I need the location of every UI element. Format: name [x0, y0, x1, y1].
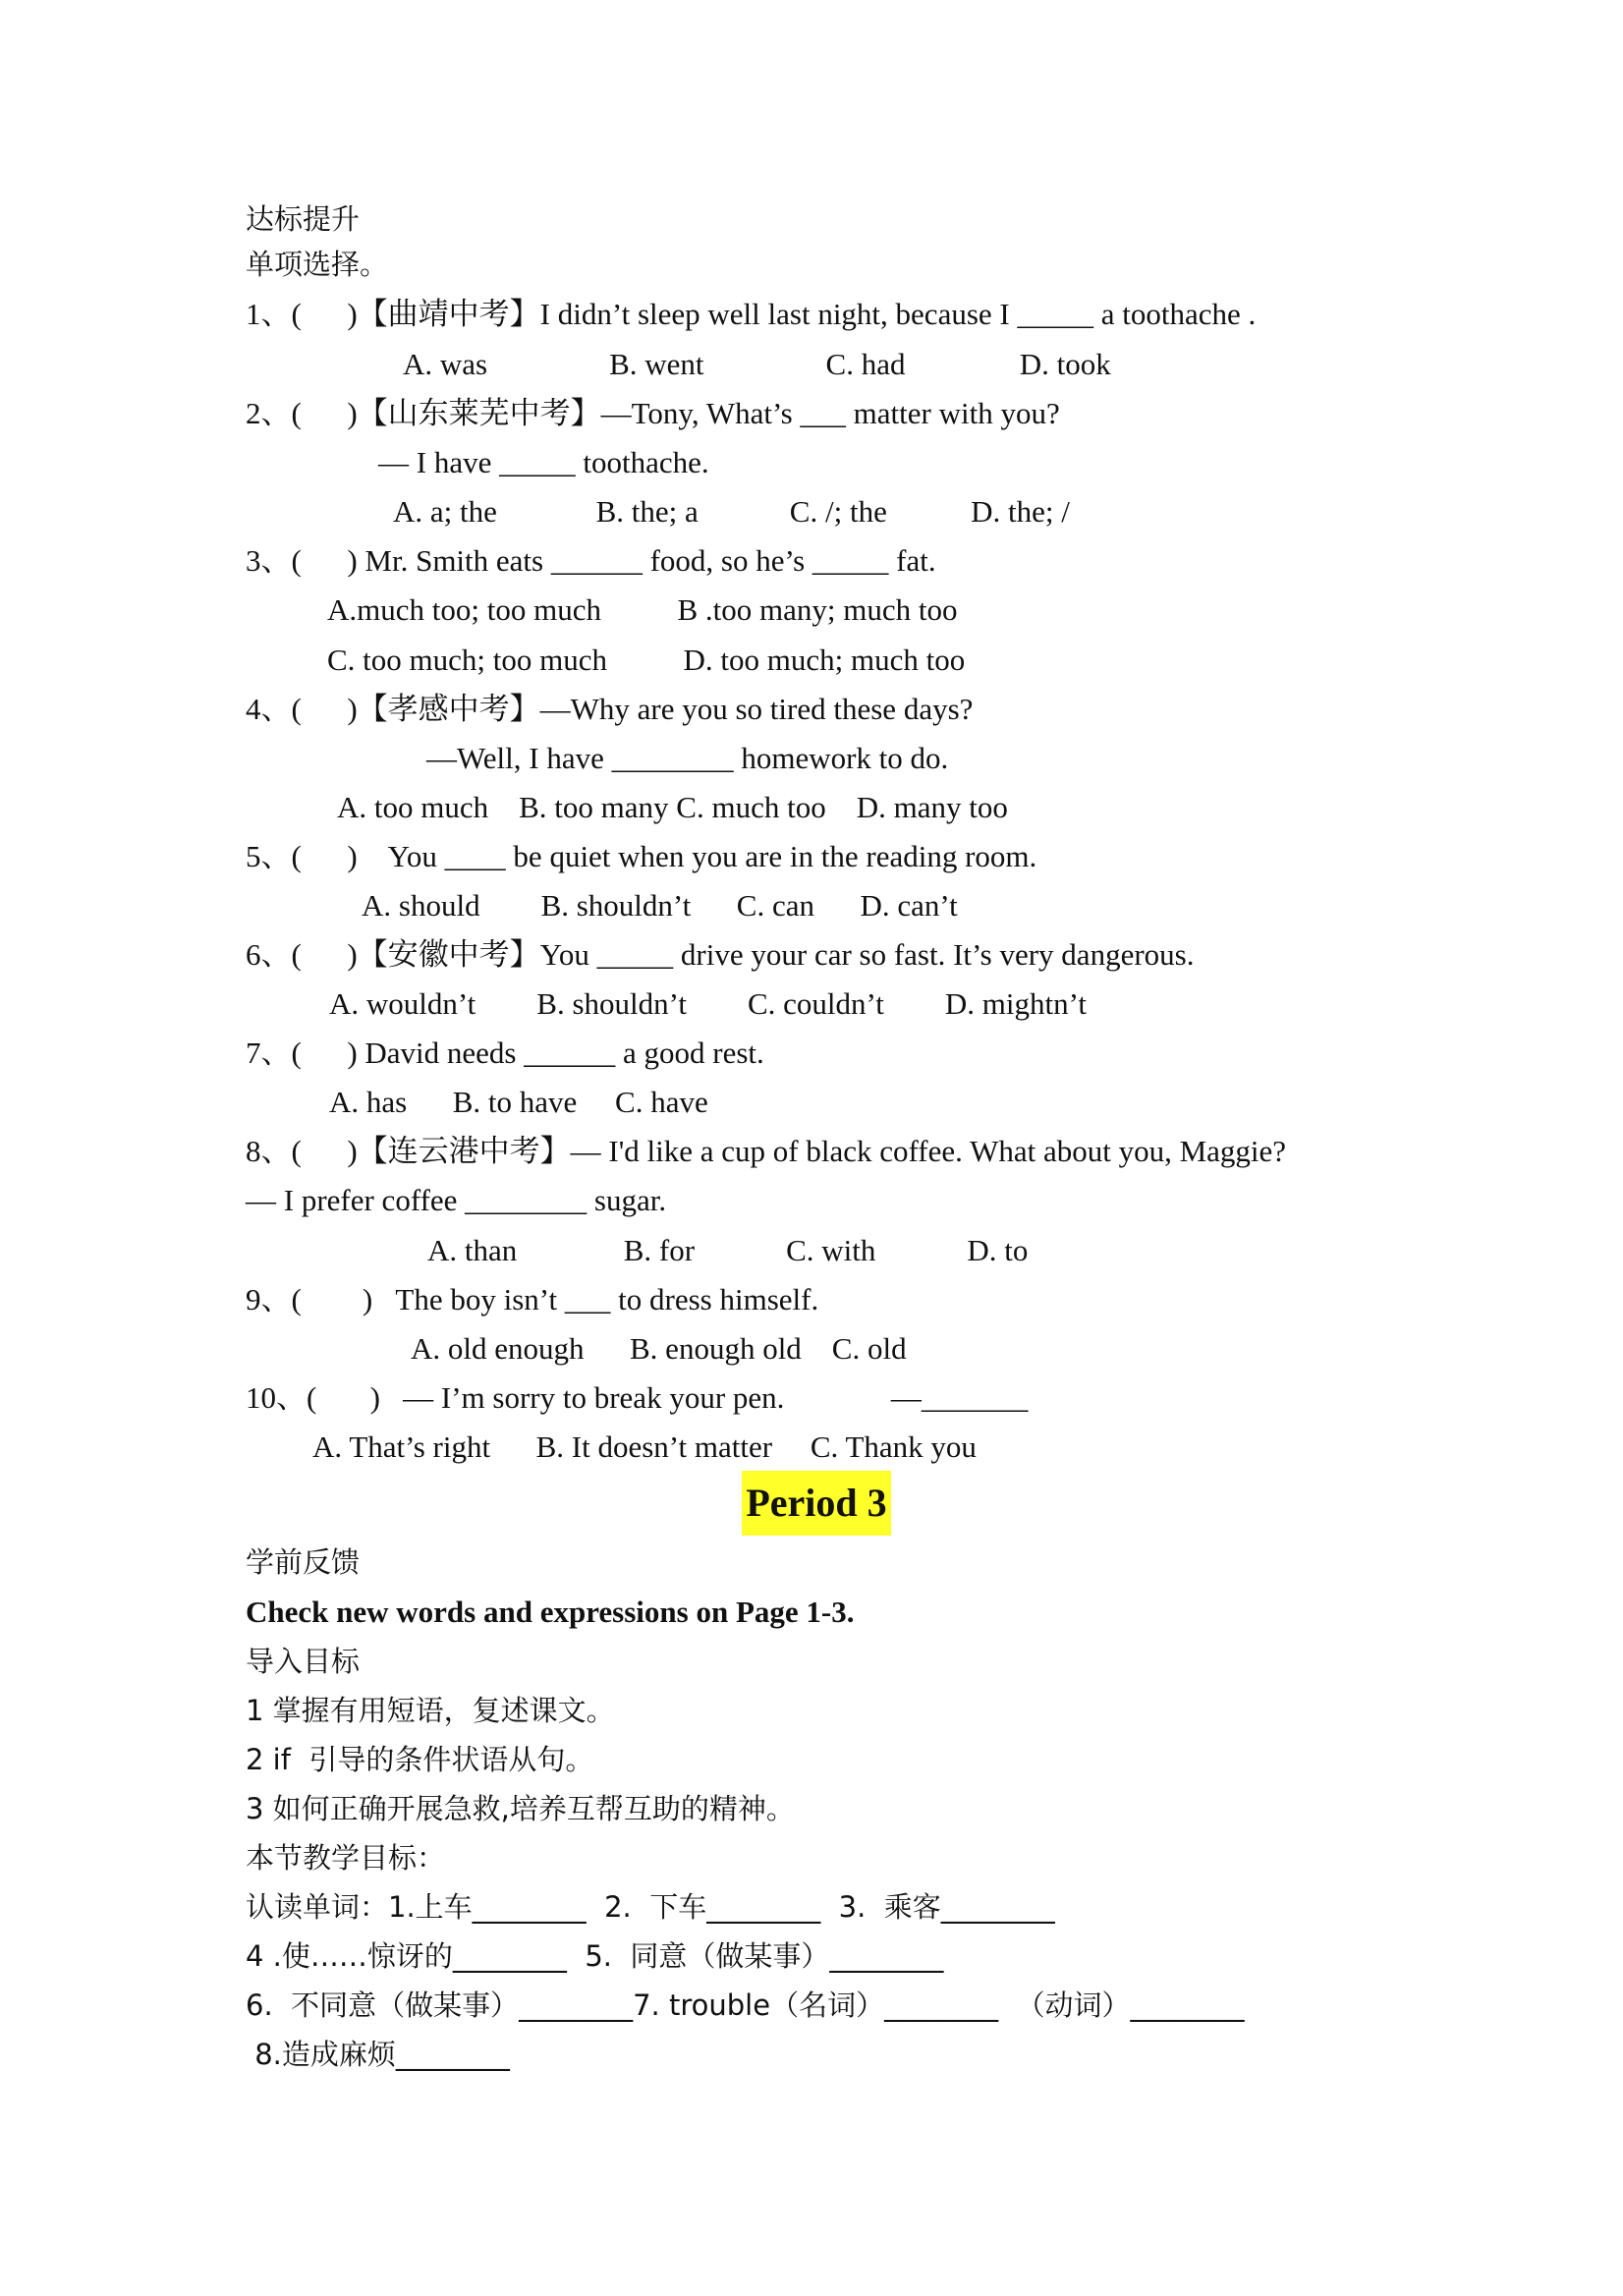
feedback-title: 学前反馈 [246, 1545, 361, 1579]
aims-title: 本节教学目标： [246, 1841, 446, 1875]
options-line: A. That’s right B. It doesn’t matter C. Thank you [312, 1429, 977, 1464]
options-line: A. a; the B. the; a C. /; the D. the; / [393, 494, 1070, 529]
options-line: A. wouldn’t B. shouldn’t C. couldn’t D. mightn’t [329, 986, 1088, 1021]
goal-item: 3 如何正确开展急救,培养互帮互助的精神。 [246, 1792, 795, 1825]
vocab-line: 6. 不同意（做某事）________7. trouble（名词）________ （动词）________ [246, 1988, 1245, 2022]
options-line: A. was B. went C. had D. took [403, 347, 1111, 381]
options-line: A. should B. shouldn’t C. can D. can’t [362, 888, 958, 923]
question-line: 3、( ) Mr. Smith eats ______ food, so he’s _____ fat. [246, 543, 936, 578]
question-line: —Well, I have ________ homework to do. [426, 741, 949, 775]
question-line: 5、( ) You ____ be quiet when you are in the reading room. [246, 839, 1037, 873]
options-line: A. has B. to have C. have [329, 1085, 708, 1119]
question-line: 1、( )【曲靖中考】I didn’t sleep well last night, because I _____ a toothache . [246, 297, 1257, 331]
section-subtitle: 单项选择。 [246, 248, 389, 281]
question-line: 10、( ) — I’m sorry to break your pen. —_______ [246, 1380, 1029, 1415]
vocab-line: 8.造成麻烦________ [246, 2038, 510, 2071]
options-line: A. than B. for C. with D. to [427, 1233, 1029, 1267]
options-line: C. too much; too much D. too much; much too [327, 643, 966, 677]
goal-item: 1 掌握有用短语，复述课文。 [246, 1694, 615, 1727]
period-label: Period 3 [742, 1471, 891, 1536]
goal-item: 2 if 引导的条件状语从句。 [246, 1743, 594, 1776]
section-title: 达标提升 [246, 202, 361, 236]
options-line: A. old enough B. enough old C. old [411, 1331, 907, 1366]
vocab-line: 认读单词：1.上车________ 2. 下车________ 3. 乘客________ [246, 1890, 1055, 1924]
question-line: 6、( )【安徽中考】You _____ drive your car so fast. It’s very dangerous. [246, 937, 1195, 972]
question-line: 9、( ) The boy isn’t ___ to dress himself. [246, 1282, 819, 1316]
question-line: 8、( )【连云港中考】— I'd like a cup of black coffee. What about you, Maggie? [246, 1134, 1287, 1168]
options-line: A.much too; too much B .too many; much too [327, 592, 958, 627]
question-line: 7、( ) David needs ______ a good rest. [246, 1036, 764, 1070]
check-line: Check new words and expressions on Page 1-3. [246, 1595, 855, 1629]
question-line: — I have _____ toothache. [378, 445, 709, 479]
goals-title: 导入目标 [246, 1645, 361, 1678]
question-line: 4、( )【孝感中考】—Why are you so tired these days? [246, 692, 974, 726]
question-line: 2、( )【山东莱芜中考】—Tony, What’s ___ matter with you? [246, 396, 1060, 430]
vocab-line: 4 .使……惊讶的________ 5. 同意（做某事）________ [246, 1939, 944, 1973]
options-line: A. too much B. too many C. much too D. many too [337, 790, 1008, 824]
question-line: — I prefer coffee ________ sugar. [246, 1183, 667, 1217]
